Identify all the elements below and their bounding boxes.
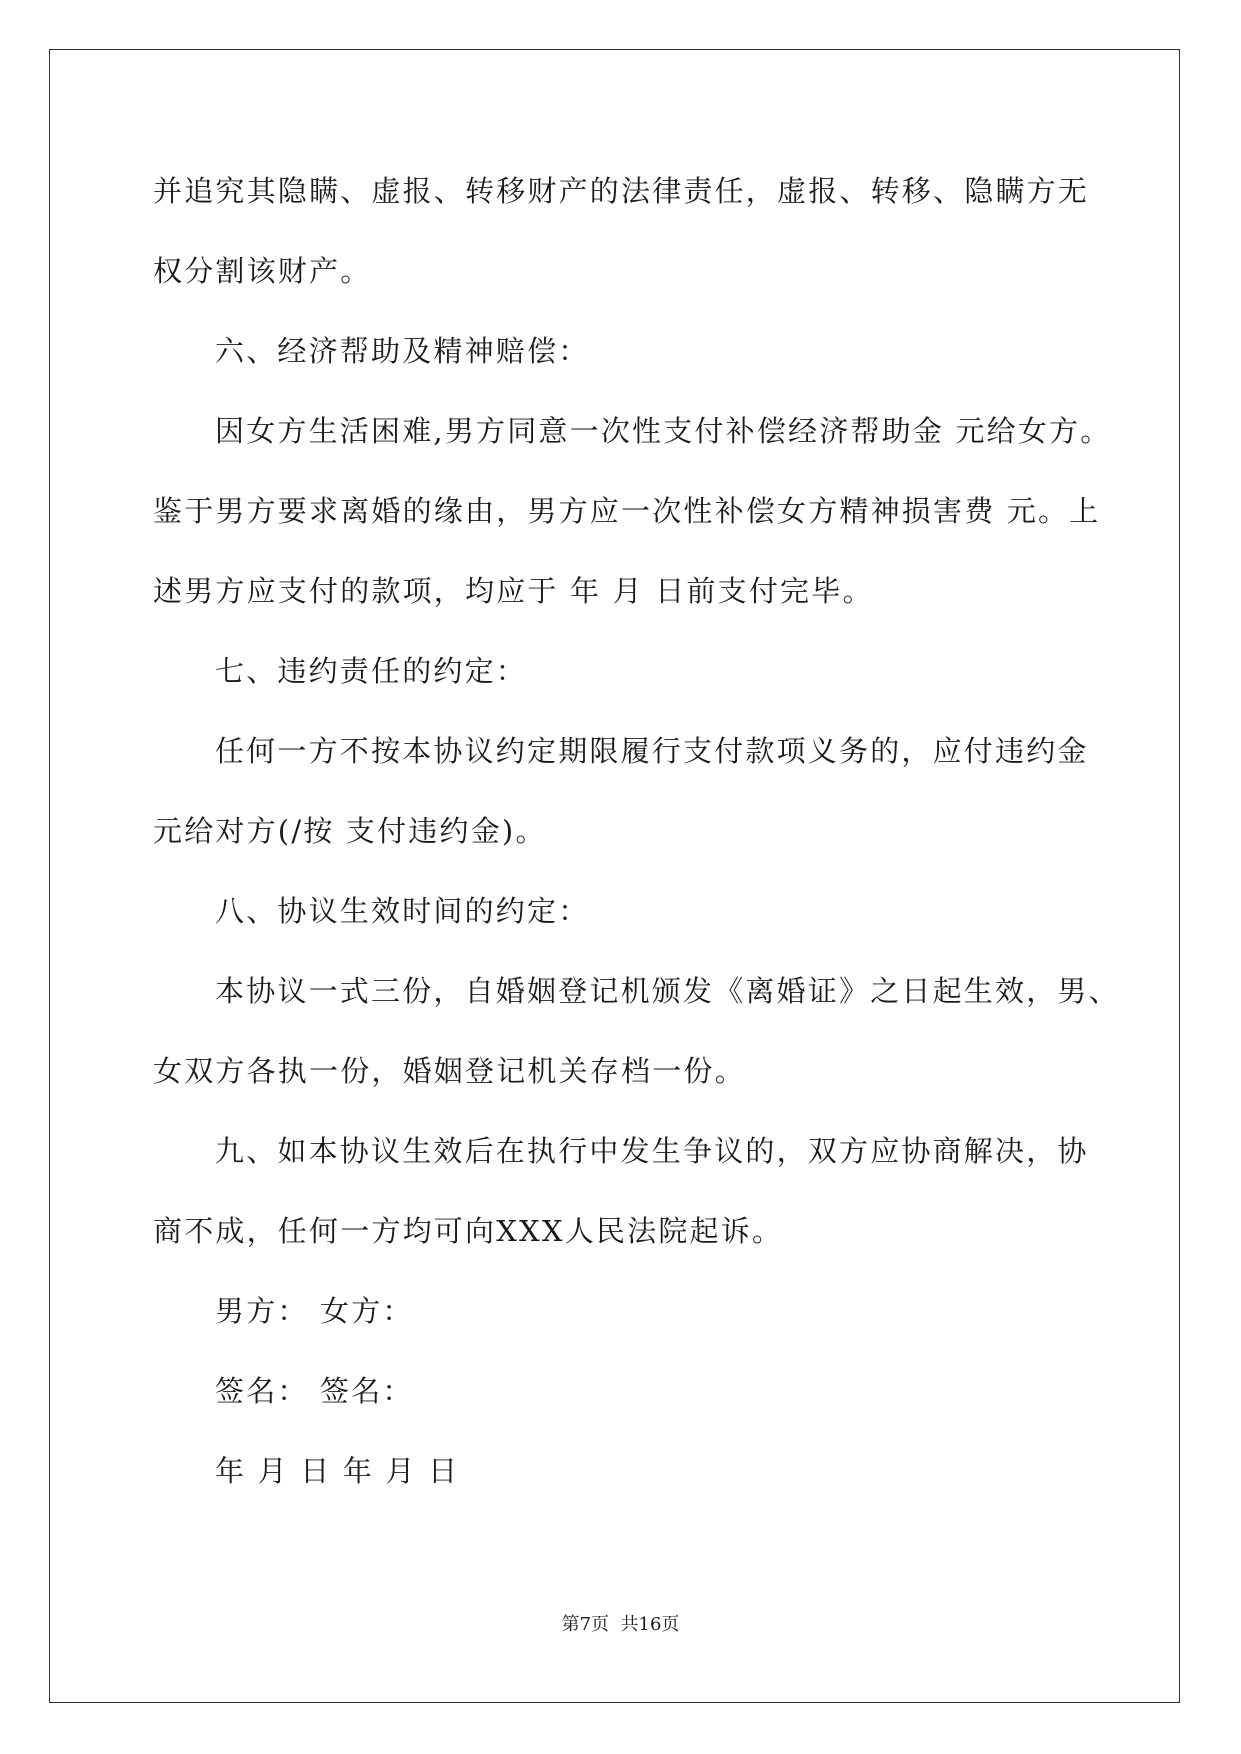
paragraph-line: 鉴于男方要求离婚的缘由，男方应一次性补偿女方精神损害费 元。上 bbox=[153, 494, 1101, 528]
paragraph-line: 元给对方(/按 支付违约金)。 bbox=[153, 814, 547, 848]
signature-labels: 签名： 签名： bbox=[215, 1374, 414, 1408]
section-heading: 八、协议生效时间的约定： bbox=[215, 894, 590, 928]
section-heading: 九、如本协议生效后在执行中发生争议的，双方应协商解决，协 bbox=[215, 1134, 1089, 1168]
page-indicator: 第7页 共16页 bbox=[561, 1614, 680, 1635]
section-heading: 六、经济帮助及精神赔偿： bbox=[215, 334, 590, 368]
section-heading: 七、违约责任的约定： bbox=[215, 654, 528, 688]
paragraph-line: 商不成，任何一方均可向XXX人民法院起诉。 bbox=[153, 1214, 784, 1248]
paragraph-line: 本协议一式三份，自婚姻登记机颁发《离婚证》之日起生效，男、 bbox=[215, 974, 1120, 1008]
party-labels: 男方： 女方： bbox=[215, 1294, 414, 1328]
date-labels: 年 月 日 年 月 日 bbox=[215, 1454, 460, 1488]
paragraph-line: 并追究其隐瞒、虚报、转移财产的法律责任，虚报、转移、隐瞒方无 bbox=[153, 174, 1090, 208]
paragraph-line: 女双方各执一份，婚姻登记机关存档一份。 bbox=[153, 1054, 746, 1088]
paragraph-line: 述男方应支付的款项，均应于 年 月 日前支付完毕。 bbox=[153, 574, 874, 608]
paragraph-line: 任何一方不按本协议约定期限履行支付款项义务的，应付违约金 bbox=[215, 734, 1089, 768]
paragraph-line: 因女方生活困难,男方同意一次性支付补偿经济帮助金 元给女方。 bbox=[215, 414, 1112, 448]
paragraph-line: 权分割该财产。 bbox=[153, 254, 372, 288]
